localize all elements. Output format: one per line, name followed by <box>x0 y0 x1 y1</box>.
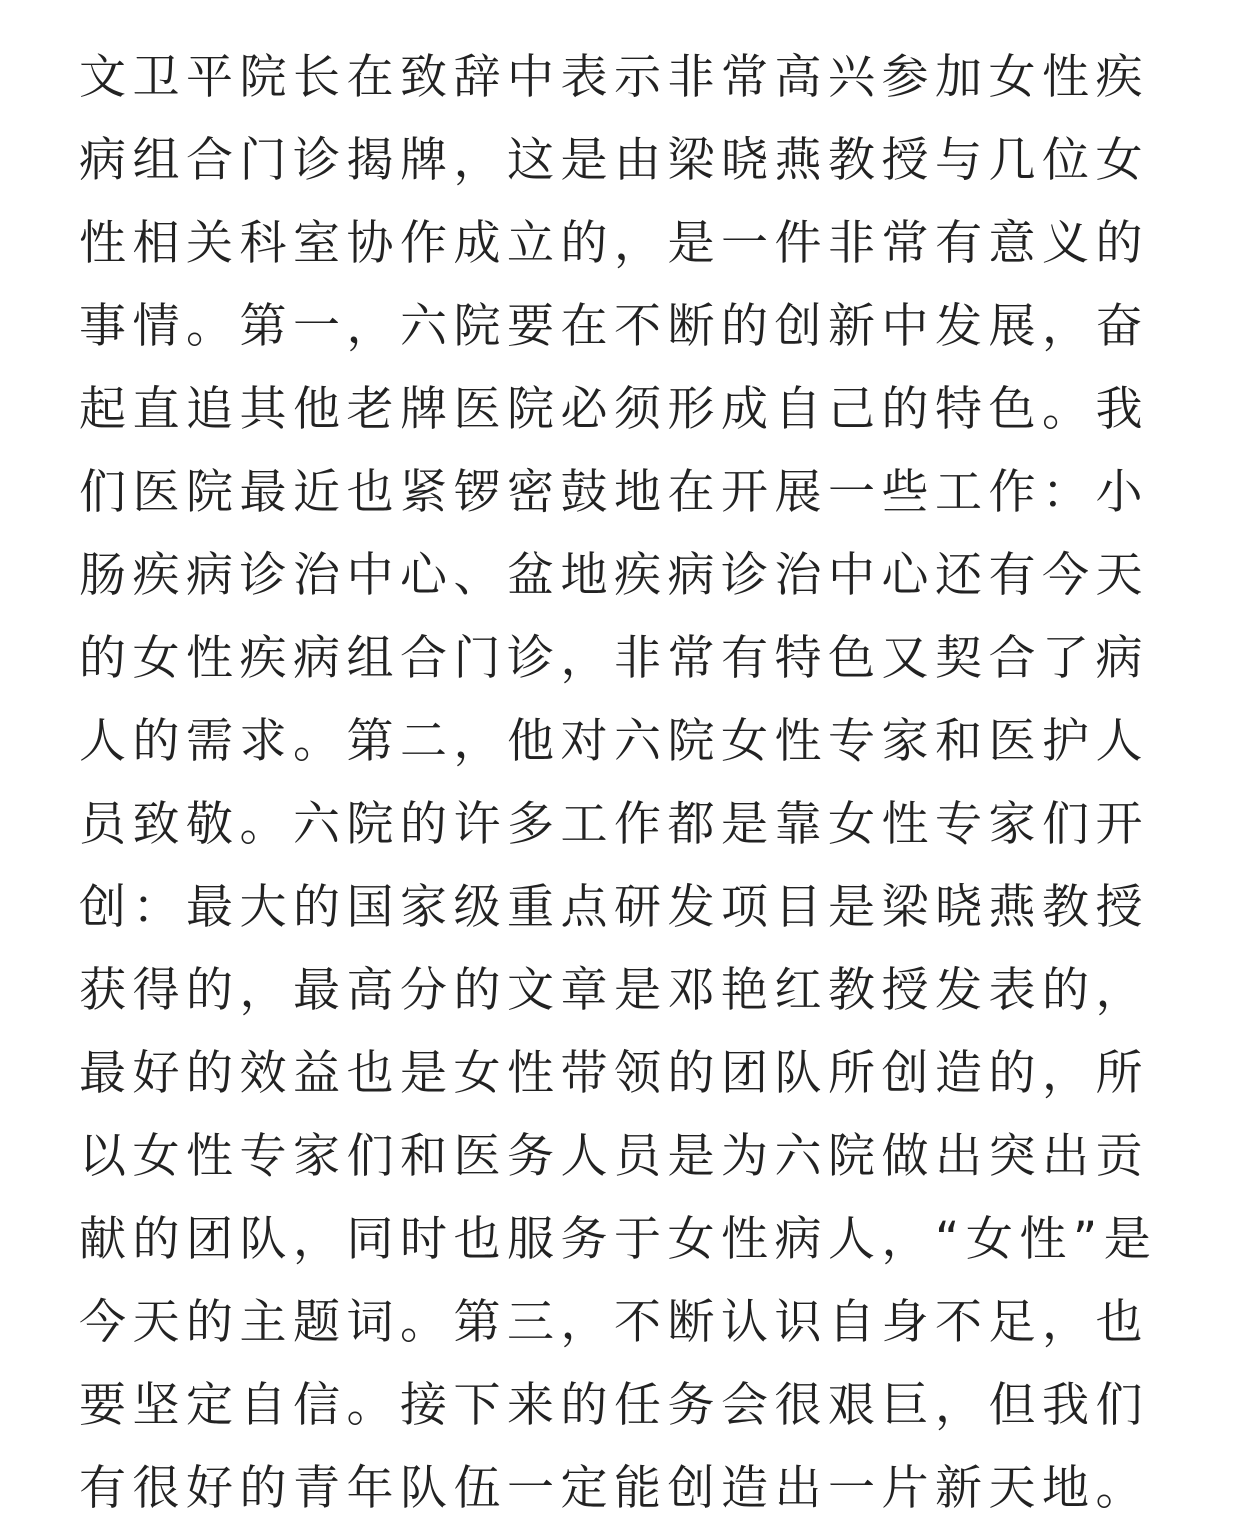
text-line: 病组合门诊揭牌，这是由梁晓燕教授与几位女 <box>79 133 1149 188</box>
text-line: 有很好的青年队伍一定能创造出一片新天地。 <box>79 1461 1149 1516</box>
text-line: 创：最大的国家级重点研发项目是梁晓燕教授 <box>79 880 1149 935</box>
text-line: 性相关科室协作成立的，是一件非常有意义的 <box>79 216 1149 271</box>
text-line: 文卫平院长在致辞中表示非常高兴参加女性疾 <box>79 50 1149 105</box>
text-line: 事情。第一，六院要在不断的创新中发展，奋 <box>79 299 1149 354</box>
text-line: 起直追其他老牌医院必须形成自己的特色。我 <box>79 382 1149 437</box>
text-line: 肠疾病诊治中心、盆地疾病诊治中心还有今天 <box>79 548 1149 603</box>
article-body <box>79 36 1169 1530</box>
text-line: 要坚定自信。接下来的任务会很艰巨，但我们 <box>79 1378 1149 1433</box>
text-line: 人的需求。第二，他对六院女性专家和医护人 <box>79 714 1149 769</box>
text-line: 以女性专家们和医务人员是为六院做出突出贡 <box>79 1129 1149 1184</box>
text-line: 们医院最近也紧锣密鼓地在开展一些工作：小 <box>79 465 1149 520</box>
text-line: 获得的，最高分的文章是邓艳红教授发表的， <box>79 963 1149 1018</box>
text-line: 员致敬。六院的许多工作都是靠女性专家们开 <box>79 797 1149 852</box>
text-line: 最好的效益也是女性带领的团队所创造的，所 <box>79 1046 1149 1101</box>
text-line: 的女性疾病组合门诊，非常有特色又契合了病 <box>79 631 1149 686</box>
text-line: 今天的主题词。第三，不断认识自身不足，也 <box>79 1295 1149 1350</box>
text-line: 献的团队，同时也服务于女性病人，“女性”是 <box>79 1212 1158 1267</box>
